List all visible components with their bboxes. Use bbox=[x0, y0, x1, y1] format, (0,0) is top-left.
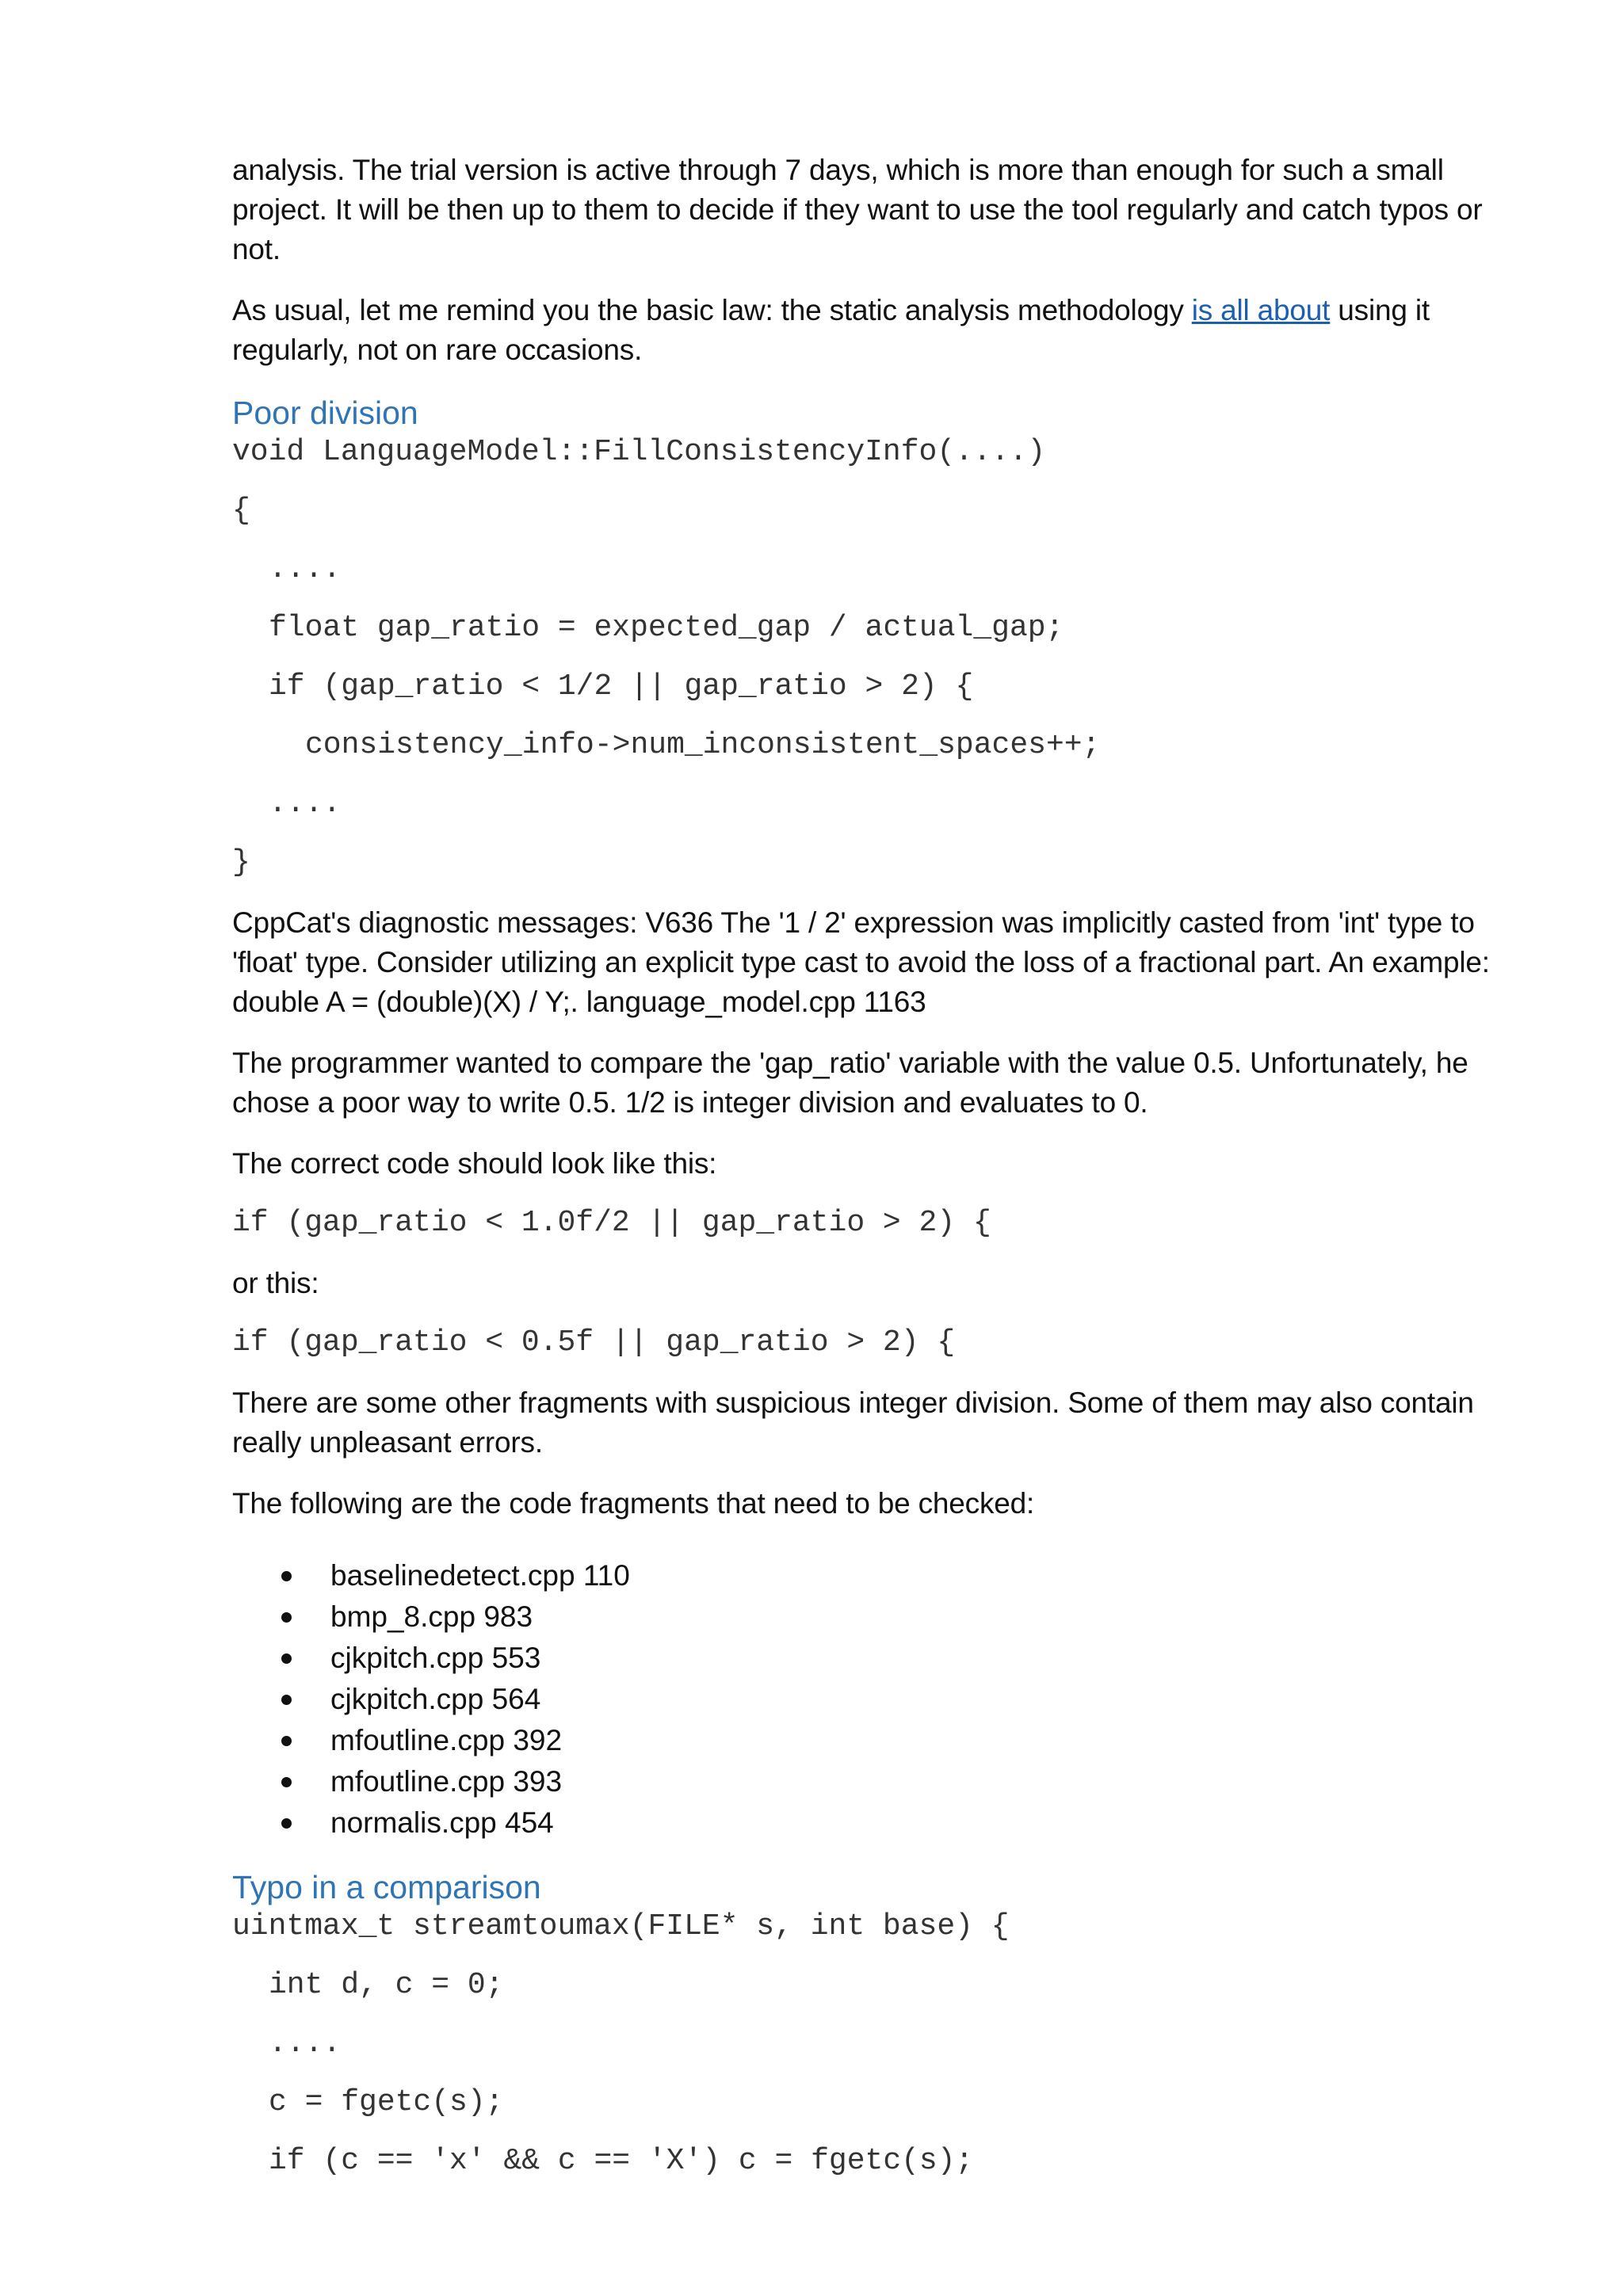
heading-poor-division: Poor division bbox=[232, 395, 418, 431]
bullet-icon bbox=[281, 1818, 292, 1829]
reminder-text-before: As usual, let me remind you the basic law: the static analysis methodology bbox=[232, 294, 1192, 326]
code-line: int d, c = 0; bbox=[269, 1968, 504, 2002]
code-line: } bbox=[232, 845, 250, 879]
following-paragraph: The following are the code fragments that need to be checked: bbox=[232, 1487, 1035, 1520]
list-item bbox=[232, 1596, 1516, 1638]
list-item bbox=[232, 1679, 1516, 1720]
code-line: void LanguageModel::FillConsistencyInfo(....) bbox=[232, 435, 1046, 469]
correct-code-paragraph: The correct code should look like this: bbox=[232, 1147, 717, 1180]
explanation-paragraph: The programmer wanted to compare the 'gap_ratio' variable with the value 0.5. Unfortunately, he chose a poor way to write 0.5. 1/2 is integer division and evaluates to 0. bbox=[232, 1047, 1468, 1119]
bullet-icon bbox=[281, 1777, 292, 1787]
code-line: .... bbox=[269, 787, 342, 821]
list-item bbox=[232, 1555, 1516, 1596]
file-reference: mfoutline.cpp 392 bbox=[330, 1724, 563, 1756]
reminder-text-after: using it regularly, not on rare occasions. bbox=[232, 294, 1430, 366]
file-reference: normalis.cpp 454 bbox=[330, 1806, 554, 1839]
heading-typo-comparison: Typo in a comparison bbox=[232, 1869, 541, 1905]
code-line: { bbox=[232, 494, 250, 528]
code-line: if (gap_ratio < 1/2 || gap_ratio > 2) { bbox=[269, 669, 974, 704]
code-block-streamtoumax bbox=[232, 1909, 1516, 2180]
code-line: .... bbox=[269, 2027, 342, 2061]
list-item bbox=[232, 1802, 1516, 1844]
list-item bbox=[232, 1638, 1516, 1679]
reminder-paragraph bbox=[232, 291, 1516, 370]
other-fragments-paragraph: There are some other fragments with suspicious integer division. Some of them may also contain really unpleasant errors. bbox=[232, 1386, 1474, 1459]
code-line: c = fgetc(s); bbox=[269, 2085, 504, 2119]
code-line: .... bbox=[269, 552, 342, 586]
code-line: if (c == 'x' && c == 'X') c = fgetc(s); bbox=[269, 2144, 974, 2178]
file-reference: cjkpitch.cpp 553 bbox=[330, 1642, 541, 1674]
file-reference: bmp_8.cpp 983 bbox=[330, 1600, 533, 1633]
bullet-icon bbox=[281, 1612, 292, 1623]
file-list bbox=[232, 1555, 1516, 1844]
bullet-icon bbox=[281, 1736, 292, 1746]
bullet-icon bbox=[281, 1571, 292, 1581]
file-reference: cjkpitch.cpp 564 bbox=[330, 1683, 541, 1715]
document-page bbox=[232, 151, 1516, 2202]
file-reference: mfoutline.cpp 393 bbox=[330, 1765, 563, 1798]
is-all-about-link[interactable]: is all about bbox=[1191, 294, 1331, 326]
fix-code-line-1: if (gap_ratio < 1.0f/2 || gap_ratio > 2) { bbox=[232, 1206, 991, 1240]
fix-code-line-2: if (gap_ratio < 0.5f || gap_ratio > 2) { bbox=[232, 1325, 956, 1360]
list-item bbox=[232, 1761, 1516, 1802]
diagnostic-paragraph: CppCat's diagnostic messages: V636 The '1 / 2' expression was implicitly casted from 'int' type to 'float' type. Consider utilizing an explicit type cast to avoid the loss of a fractional part. An example: double A = (double)(X) / Y;. language_model.cpp 1163 bbox=[232, 906, 1490, 1018]
code-line: consistency_info->num_inconsistent_spaces++; bbox=[305, 728, 1101, 762]
bullet-icon bbox=[281, 1653, 292, 1664]
intro-paragraph: analysis. The trial version is active through 7 days, which is more than enough for such a small project. It will be then up to them to decide if they want to use the tool regularly and catch typos or not. bbox=[232, 154, 1483, 265]
code-block-fill-consistency bbox=[232, 434, 1516, 881]
list-item bbox=[232, 1720, 1516, 1761]
file-reference: baselinedetect.cpp 110 bbox=[330, 1559, 630, 1592]
bullet-icon bbox=[281, 1695, 292, 1705]
code-line: uintmax_t streamtoumax(FILE* s, int base) { bbox=[232, 1909, 1010, 1943]
or-this-paragraph: or this: bbox=[232, 1267, 319, 1299]
code-line: float gap_ratio = expected_gap / actual_gap; bbox=[269, 611, 1064, 645]
